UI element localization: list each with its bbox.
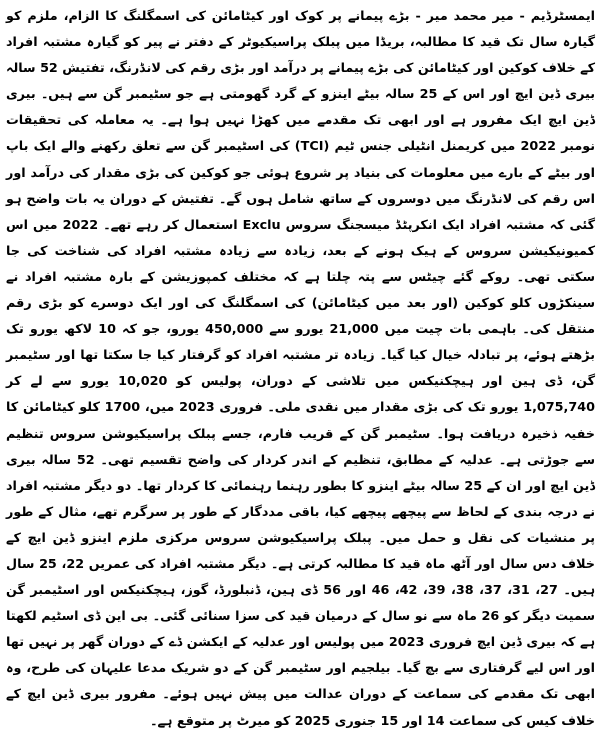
article-body: ایمسٹرڈیم - میر محمد میر - بڑے پیمانے پر کوک اور کیٹامائن کی اسمگلنگ کا الزام، ملزم کو گیارہ سال تک قید کا مطالبہ، بریڈا میں پبلک پراسیکیوٹر کے دفتر نے پیر کو گیارہ مشتبہ افراد کے خلاف کوکین اور کیٹامائن کی بڑے پیمانے پر درآمد اور بڑی رقم کی لانڈرنگ، تفتیش 52 سالہ بیری ڈین ایچ اور اس کے 25 سالہ بیٹے اینزو کے گرد گھومتی ہے جو سٹیمبر گن سے ہیں۔ بیری ڈین ایچ ایک مفرور ہے اور ابھی تک مقدمے میں کھڑا نہیں ہوا ہے۔ یہ معاملہ کی تحقیقات نومبر 2022 میں کریمنل انٹیلی جنس ٹیم (TCI) کی اسٹیمبر گن سے تعلق رکھنے والے ایک باپ اور بیٹے کے بارے میں معلومات کی بنیاد پر شروع ہوئی جو کوکین کی بڑی مقدار کی درآمد اور اس رقم کی لانڈرنگ میں دوسروں کے ساتھ شامل ہوں گے۔ تفتیش کے دوران یہ بات واضح ہو گئی کہ مشتبہ افراد ایک انکرپٹڈ میسجنگ سروس Exclu استعمال کر رہے تھے۔ 2022 میں اس کمیونیکیشن سروس کے ہیک ہونے کے بعد، زیادہ سے زیادہ مشتبہ افراد کی شناخت کی جا سکتی تھی۔ روکے گئے چیٹس سے پتہ چلتا ہے کہ مختلف کمپوزیشن کے بارہ مشتبہ افراد نے سینکڑوں کلو کوکین (اور بعد میں کیٹامائن) کی اسمگلنگ کی اور ایک دوسرے کو بڑی رقم منتقل کی۔ باہمی بات چیت میں 21,000 یورو سے 450,000 یورو، جو کہ 10 لاکھ یورو تک بڑھتے ہوئے، پر تبادلہ خیال کیا گیا۔ زیادہ تر مشتبہ افراد کو گرفتار کیا جا سکتا تھا اور سٹیمبر گن، ڈی ہین اور ہیچکنیکس میں تلاشی کے دوران، پولیس کو 10,020 یورو سے لے کر 1,075,740 یورو تک کی بڑی مقدار میں نقدی ملی۔ فروری 2023 میں، 1700 کلو کیٹامائن کا خفیہ ذخیرہ دریافت ہوا۔ سٹیمبر گن کے قریب فارم، جسے پبلک پراسیکیوشن سروس تنظیم سے جوڑتی ہے۔ عدلیہ کے مطابق، تنظیم کے اندر کردار کی واضح تقسیم تھی۔ 52 سالہ بیری ڈین ایچ اور ان کے 25 سالہ بیٹے اینزو کا بطور رہنما رہنمائی کا کردار تھا۔ دو دیگر مشتبہ افراد نے درجہ بندی کے لحاظ سے پیچھے پیچھے کیا، باقی مددگار کے طور پر سرگرم تھے، مثال کے طور پر منشیات کی نقل و حمل میں۔ پبلک پراسیکیوشن سروس مرکزی ملزم اینزو ڈین ایچ کے خلاف دس سال اور آٹھ ماہ قید کا مطالبہ کرتی ہے۔ دیگر مشتبہ افراد کی عمریں 22، 25 سال ہیں۔ 27، 31، 37، 38، 39، 42، 46 اور 56 ڈی ہین، ڈنبلورڈ، گوز، ہیچکنیکس اور اسٹیمبر گن سمیت دیگر کو 26 ماہ سے نو سال کے درمیان قید کی سزا سنائی گئی۔ بی این ڈی اسٹیم لکھتا ہے کہ بیری ڈین ایچ فروری 2023 میں پولیس اور عدلیہ کے ایکشن ڈے کے دوران گھر پر نہیں تھا اور اس لیے گرفتاری سے بچ گیا۔ بیلجیم اور سٹیمبر گن کے دو شریک مدعا علیہان کی طرح، وہ ابھی تک مقدمے کی سماعت کے دوران عدالت میں پیش نہیں ہوئے۔ مفرور بیری ڈین ایچ کے خلاف کیس کی سماعت 14 اور 15 جنوری 2025 کو میرٹ پر متوقع ہے۔ [6,9,596,729]
